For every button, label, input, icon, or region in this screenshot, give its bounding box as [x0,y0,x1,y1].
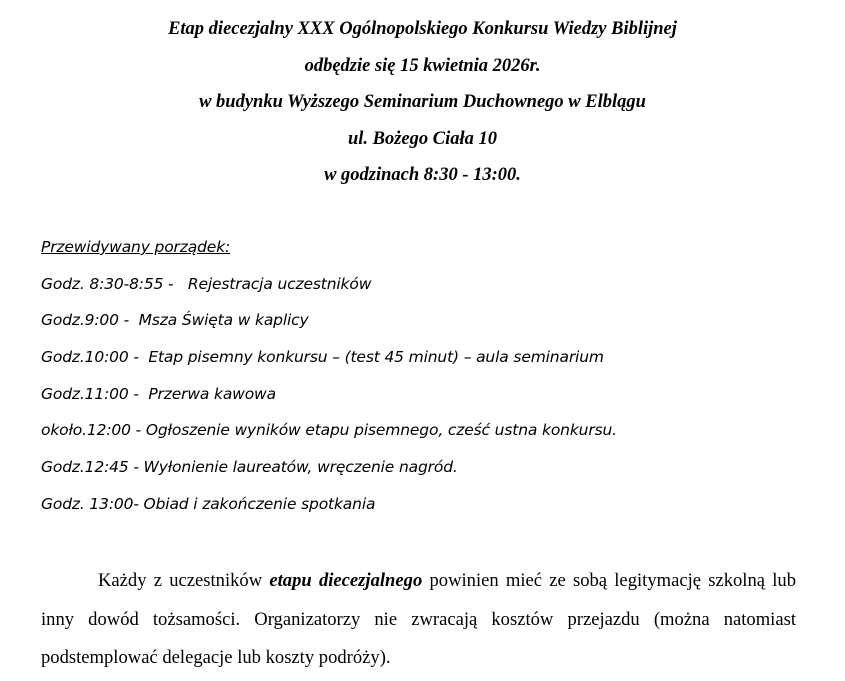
schedule-item-coffee-break: Godz.11:00 - Przerwa kawowa [41,384,276,403]
schedule-item-registration: Godz. 8:30-8:55 - Rejestracja uczestników [41,274,372,293]
header-date-line: odbędzie się 15 kwietnia 2026r. [304,55,541,76]
schedule-section [41,234,617,527]
notice-text-end: powinien mieć ze sobą legitymację szkolną lub inny dowód tożsamości. Organizatorzy nie zwracają kosztów przejazdu (można natomiast podstemplować delegacje lub koszty podróży). [41,570,796,668]
participant-notice [41,562,796,678]
schedule-item-results: około.12:00 - Ogłoszenie wyników etapu pisemnego, cześć ustna konkursu. [41,421,617,440]
schedule-title: Przewidywany porządek: [41,238,231,256]
schedule-item-written-stage: Godz.10:00 - Etap pisemny konkursu – (test 45 minut) – aula seminarium [41,347,604,366]
header-address-line: ul. Bożego Ciała 10 [347,128,498,149]
notice-paragraph [41,562,796,678]
header-title-line: Etap diecezjalny XXX Ogólnopolskiego Konkursu Wiedzy Biblijnej [168,19,677,39]
notice-text-start: Każdy z uczestników [98,570,270,591]
schedule-item-lunch: Godz. 13:00- Obiad i zakończenie spotkania [41,494,376,513]
header-venue-line: w budynku Wyższego Seminarium Duchownego w Elblągu [199,92,646,112]
header-hours-line: w godzinach 8:30 - 13:00. [324,165,521,185]
schedule-item-awards: Godz.12:45 - Wyłonienie laureatów, wręczenie nagród. [41,457,458,476]
event-header [0,14,845,197]
schedule-item-mass: Godz.9:00 - Msza Święta w kaplicy [41,311,309,330]
notice-emphasis: etapu diecezjalnego [269,570,423,591]
